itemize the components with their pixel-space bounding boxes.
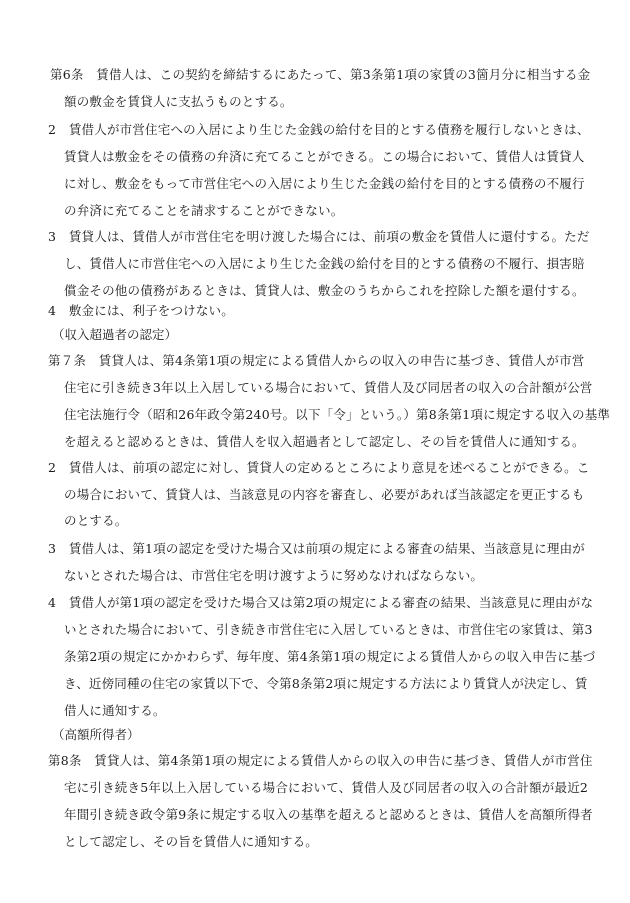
article6-line-9: 償金その他の債務があるときは、賃貸人は、敷金のうちからこれを控除した額を還付する。 [64, 283, 585, 298]
article7-line-5: 2 賃借人は、前項の認定に対し、賃貸人の定めるところにより意見を述べることができる。こ [48, 460, 590, 475]
article7-line-12: 条第2項の規定にかかわらず、毎年度、第4条第1項の規定による賃借人からの収入申告に基づ [64, 649, 596, 664]
article7-line-3: 住宅法施行令（昭和26年政令第240号。以下「令」という。）第8条第1項に規定する収入の基準 [64, 407, 611, 422]
heading-high-income: （高額所得者） [52, 727, 140, 742]
article6-line-2: 額の敷金を賃貸人に支払うものとする。 [64, 94, 293, 109]
article7-line-14: 借人に通知する。 [64, 703, 166, 718]
article7-line-11: いとされた場合において、引き続き市営住宅に入居しているときは、市営住宅の家賃は、第3 [64, 622, 593, 637]
article8-line-1: 第8条 賃貸人は、第4条第1項の規定による賃借人からの収入の申告に基づき、賃借人が市営住 [48, 753, 593, 768]
article7-line-13: き、近傍同種の住宅の家賃以下で、令第8条第2項に規定する方法により賃貸人が決定し、賃 [64, 676, 588, 691]
article6-line-6: の弁済に充てることを請求することができない。 [64, 203, 344, 218]
article7-line-9: ないとされた場合は、市営住宅を明け渡すように努めなければならない。 [64, 568, 484, 583]
heading-income-excess: （収入超過者の認定） [52, 327, 178, 342]
article7-line-10: 4 賃借人が第1項の認定を受けた場合又は第2項の規定による審査の結果、当該意見に理由がな [48, 595, 594, 610]
article7-line-4: を超えると認めるときは、賃借人を収入超過者として認定し、その旨を賃借人に通知する。 [64, 434, 585, 449]
article7-line-2: 住宅に引き続き3年以上入居している場合において、賃借人及び同居者の収入の合計額が公営 [64, 380, 593, 395]
article6-line-7: 3 賃貸人は、賃借人が市営住宅を明け渡した場合には、前項の敷金を賃借人に還付する。ただ [48, 229, 590, 244]
article6-line-1: 第6条 賃借人は、この契約を締結するにあたって、第3条第1項の家賃の3箇月分に相当する金 [50, 67, 591, 82]
article8-line-3: 年間引き続き政令第9条に規定する収入の基準を超えると認めるときは、賃借人を高額所得者 [64, 807, 593, 822]
article6-line-8: し、賃借人に市営住宅への入居により生じた金銭の給付を目的とする債務の不履行、損害賠 [64, 256, 585, 271]
article7-line-6: の場合において、賃貸人は、当該意見の内容を審査し、必要があれば当該認定を更正するも [64, 487, 585, 502]
article8-line-4: として認定し、その旨を賃借人に通知する。 [64, 834, 319, 849]
article6-line-4: 賃貸人は敷金をその債務の弁済に充てることができる。この場合において、賃借人は賃貸人 [64, 149, 585, 164]
article7-line-7: のとする。 [64, 513, 128, 528]
article6-line-5: に対し、敷金をもって市営住宅への入居により生じた金銭の給付を目的とする債務の不履行 [64, 176, 585, 191]
article7-line-8: 3 賃借人は、第1項の認定を受けた場合又は前項の規定による審査の結果、当該意見に理由が [48, 541, 586, 556]
article6-line-3: 2 賃借人が市営住宅への入居により生じた金銭の給付を目的とする債務を履行しないときは、 [48, 122, 590, 137]
article6-line-10: 4 敷金には、利子をつけない。 [48, 303, 234, 318]
article7-line-1: 第７条 賃貸人は、第4条第1項の規定による賃借人からの収入の申告に基づき、賃借人が市営 [48, 353, 585, 368]
article8-line-2: 宅に引き続き5年以上入居している場合において、賃借人及び同居者の収入の合計額が最近2 [64, 780, 589, 795]
